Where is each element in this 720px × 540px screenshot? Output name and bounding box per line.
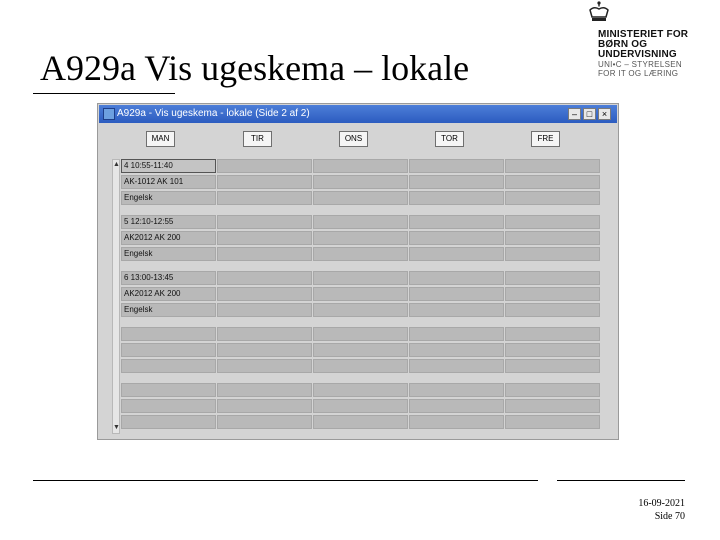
schedule-cell[interactable]: [505, 191, 600, 205]
schedule-cell[interactable]: [313, 191, 408, 205]
schedule-cell[interactable]: [217, 231, 312, 245]
vertical-scrollbar[interactable]: [112, 159, 120, 434]
app-icon: [103, 108, 115, 120]
schedule-cell[interactable]: [313, 247, 408, 261]
page-number: Side 70: [654, 511, 685, 522]
schedule-cell[interactable]: [313, 231, 408, 245]
minimize-icon[interactable]: –: [568, 108, 581, 120]
schedule-cell[interactable]: Engelsk: [121, 303, 216, 317]
schedule-cell[interactable]: [121, 359, 216, 373]
schedule-cell[interactable]: [505, 231, 600, 245]
schedule-cell[interactable]: AK-1012 AK 101: [121, 175, 216, 189]
schedule-cell[interactable]: [505, 287, 600, 301]
schedule-cell[interactable]: [217, 399, 312, 413]
schedule-cell[interactable]: [217, 271, 312, 285]
schedule-cell[interactable]: [409, 343, 504, 357]
ministry-logo: [598, 30, 688, 78]
schedule-cell[interactable]: [121, 399, 216, 413]
scroll-down-icon[interactable]: ▼: [113, 424, 120, 431]
schedule-cell[interactable]: [217, 175, 312, 189]
slide-title: A929a Vis ugeskema – lokale: [40, 48, 470, 88]
schedule-cell[interactable]: [505, 359, 600, 373]
schedule-cell[interactable]: [313, 343, 408, 357]
schedule-cell[interactable]: [217, 287, 312, 301]
schedule-cell[interactable]: [505, 159, 600, 173]
schedule-cell[interactable]: [217, 415, 312, 429]
schedule-cell[interactable]: [505, 175, 600, 189]
schedule-cell[interactable]: [505, 399, 600, 413]
schedule-cell[interactable]: [505, 383, 600, 397]
title-underline: [33, 93, 175, 94]
scroll-up-icon[interactable]: ▲: [113, 161, 120, 168]
logo-line-2: BØRN OG: [598, 39, 648, 50]
schedule-cell[interactable]: [505, 327, 600, 341]
day-button-ons[interactable]: ONS: [339, 131, 368, 147]
schedule-cell[interactable]: [313, 159, 408, 173]
schedule-cell[interactable]: [409, 359, 504, 373]
schedule-cell[interactable]: [217, 327, 312, 341]
schedule-cell[interactable]: Engelsk: [121, 247, 216, 261]
schedule-cell[interactable]: [313, 303, 408, 317]
schedule-cell[interactable]: [409, 159, 504, 173]
day-button-man[interactable]: MAN: [146, 131, 175, 147]
schedule-cell[interactable]: [409, 399, 504, 413]
logo-line-1: MINISTERIET FOR: [598, 29, 689, 40]
schedule-cell[interactable]: [505, 215, 600, 229]
close-icon[interactable]: ×: [598, 108, 611, 120]
schedule-cell[interactable]: AK2012 AK 200: [121, 287, 216, 301]
schedule-cell[interactable]: [313, 215, 408, 229]
schedule-cell[interactable]: [505, 247, 600, 261]
schedule-cell[interactable]: 4 10:55-11:40: [121, 159, 216, 173]
schedule-cell[interactable]: [313, 383, 408, 397]
schedule-cell[interactable]: [409, 271, 504, 285]
schedule-cell[interactable]: [313, 175, 408, 189]
schedule-cell[interactable]: [505, 303, 600, 317]
schedule-cell[interactable]: [409, 327, 504, 341]
logo-sub-2: FOR IT OG LÆRING: [598, 69, 679, 78]
schedule-cell[interactable]: [217, 343, 312, 357]
day-button-fre[interactable]: FRE: [531, 131, 560, 147]
schedule-cell[interactable]: [313, 359, 408, 373]
schedule-cell[interactable]: [121, 327, 216, 341]
schedule-cell[interactable]: [313, 287, 408, 301]
schedule-cell[interactable]: [313, 415, 408, 429]
schedule-cell[interactable]: [217, 215, 312, 229]
schedule-cell[interactable]: [505, 271, 600, 285]
schedule-cell[interactable]: [409, 175, 504, 189]
schedule-cell[interactable]: [409, 287, 504, 301]
schedule-cell[interactable]: [505, 343, 600, 357]
schedule-cell[interactable]: [409, 231, 504, 245]
schedule-cell[interactable]: 5 12:10-12:55: [121, 215, 216, 229]
schedule-cell[interactable]: [121, 415, 216, 429]
footer-info: [638, 497, 685, 523]
schedule-cell[interactable]: 6 13:00-13:45: [121, 271, 216, 285]
window-titlebar[interactable]: [99, 105, 617, 123]
schedule-cell[interactable]: [217, 191, 312, 205]
schedule-cell[interactable]: [409, 303, 504, 317]
day-button-tor[interactable]: TOR: [435, 131, 464, 147]
schedule-cell[interactable]: [505, 415, 600, 429]
logo-line-3: UNDERVISNING: [598, 49, 677, 60]
maximize-icon[interactable]: □: [583, 108, 596, 120]
schedule-cell[interactable]: [217, 159, 312, 173]
schedule-cell[interactable]: [409, 383, 504, 397]
day-button-tir[interactable]: TIR: [243, 131, 272, 147]
footer-rule-short: [557, 480, 685, 481]
schedule-cell[interactable]: [409, 215, 504, 229]
schedule-cell[interactable]: [313, 271, 408, 285]
schedule-cell[interactable]: [217, 247, 312, 261]
schedule-cell[interactable]: [409, 247, 504, 261]
footer-date: 16-09-2021: [638, 498, 685, 509]
schedule-cell[interactable]: Engelsk: [121, 191, 216, 205]
schedule-cell[interactable]: [217, 383, 312, 397]
schedule-cell[interactable]: [217, 303, 312, 317]
footer-rule: [33, 480, 538, 481]
logo-sub-1: UNI•C – STYRELSEN: [598, 60, 682, 69]
schedule-cell[interactable]: [121, 383, 216, 397]
schedule-cell[interactable]: [313, 399, 408, 413]
schedule-cell[interactable]: [313, 327, 408, 341]
schedule-cell[interactable]: [217, 359, 312, 373]
schedule-cell[interactable]: AK2012 AK 200: [121, 231, 216, 245]
schedule-cell[interactable]: [121, 343, 216, 357]
window-title: A929a - Vis ugeskema - lokale (Side 2 af 2): [117, 108, 310, 119]
schedule-cell[interactable]: [409, 415, 504, 429]
schedule-cell[interactable]: [409, 191, 504, 205]
crown-icon: [586, 0, 612, 24]
schedule-window: [97, 103, 619, 440]
